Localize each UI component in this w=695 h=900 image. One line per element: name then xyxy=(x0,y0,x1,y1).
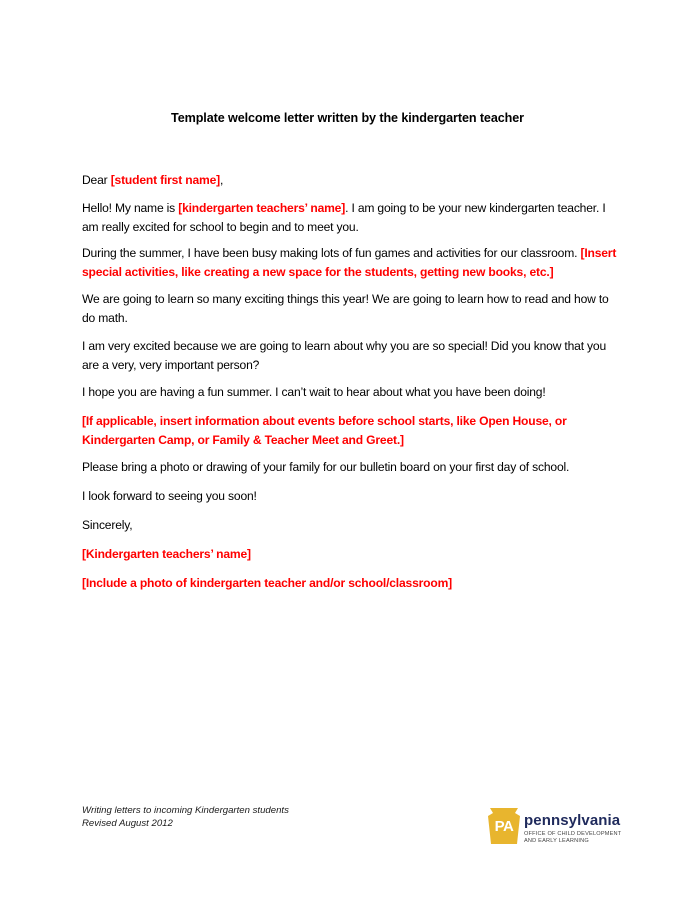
paragraph-photo: Please bring a photo or drawing of your family for our bulletin board on your first day of school. xyxy=(82,460,570,474)
logo-name: pennsylvania xyxy=(524,812,621,829)
paragraph-special: I am very excited because we are going to learn about why you are so special! Did you know that you are a very, very important person? xyxy=(82,339,607,372)
pa-badge-text: PA xyxy=(494,818,514,835)
closing: Sincerely, xyxy=(82,518,133,532)
signature-placeholder: [Kindergarten teachers’ name] xyxy=(82,547,251,561)
summer-text: During the summer, I have been busy making lots of fun games and activities for our classroom. xyxy=(82,246,581,260)
paragraph-intro xyxy=(82,199,617,237)
greeting-suffix: , xyxy=(219,173,224,187)
paragraph-learn: We are going to learn so many exciting things this year! We are going to learn how to read and how to do math. xyxy=(82,292,609,325)
paragraph-forward: I look forward to seeing you soon! xyxy=(82,489,257,503)
paragraph-hope: I hope you are having a fun summer. I can’t wait to hear about what you have been doing! xyxy=(82,385,546,399)
teacher-name-placeholder: [kindergarten teachers’ name] xyxy=(178,201,346,215)
special-activities-placeholder: [Insert special activities, like creating a new space for the students, getting new books, etc.] xyxy=(82,246,617,279)
footer-note xyxy=(82,804,289,830)
student-name-placeholder: [student first name] xyxy=(110,173,220,187)
photo-placeholder: [Include a photo of kindergarten teacher and/or school/classroom] xyxy=(82,576,452,590)
logo-subtitle-line2: AND EARLY LEARNING xyxy=(524,838,589,844)
greeting xyxy=(82,171,617,190)
footer-note-line2: Revised August 2012 xyxy=(82,818,173,829)
document-title: Template welcome letter written by the kindergarten teacher xyxy=(171,111,524,125)
greeting-prefix: Dear xyxy=(82,173,111,187)
paragraph-summer xyxy=(82,244,617,282)
logo-subtitle-line1: OFFICE OF CHILD DEVELOPMENT xyxy=(524,831,622,837)
events-placeholder: [If applicable, insert information about events before school starts, like Open House, or Kindergarten Camp, or Family & Teacher Meet and Greet.] xyxy=(82,414,567,447)
pennsylvania-logo xyxy=(487,808,637,848)
footer-note-line1: Writing letters to incoming Kindergarten students xyxy=(82,805,289,816)
intro-text-before: Hello! My name is xyxy=(82,201,179,215)
intro-text-after: . I am going to be your new kindergarten teacher. I am really excited for school to begin and to meet you. xyxy=(82,201,606,234)
